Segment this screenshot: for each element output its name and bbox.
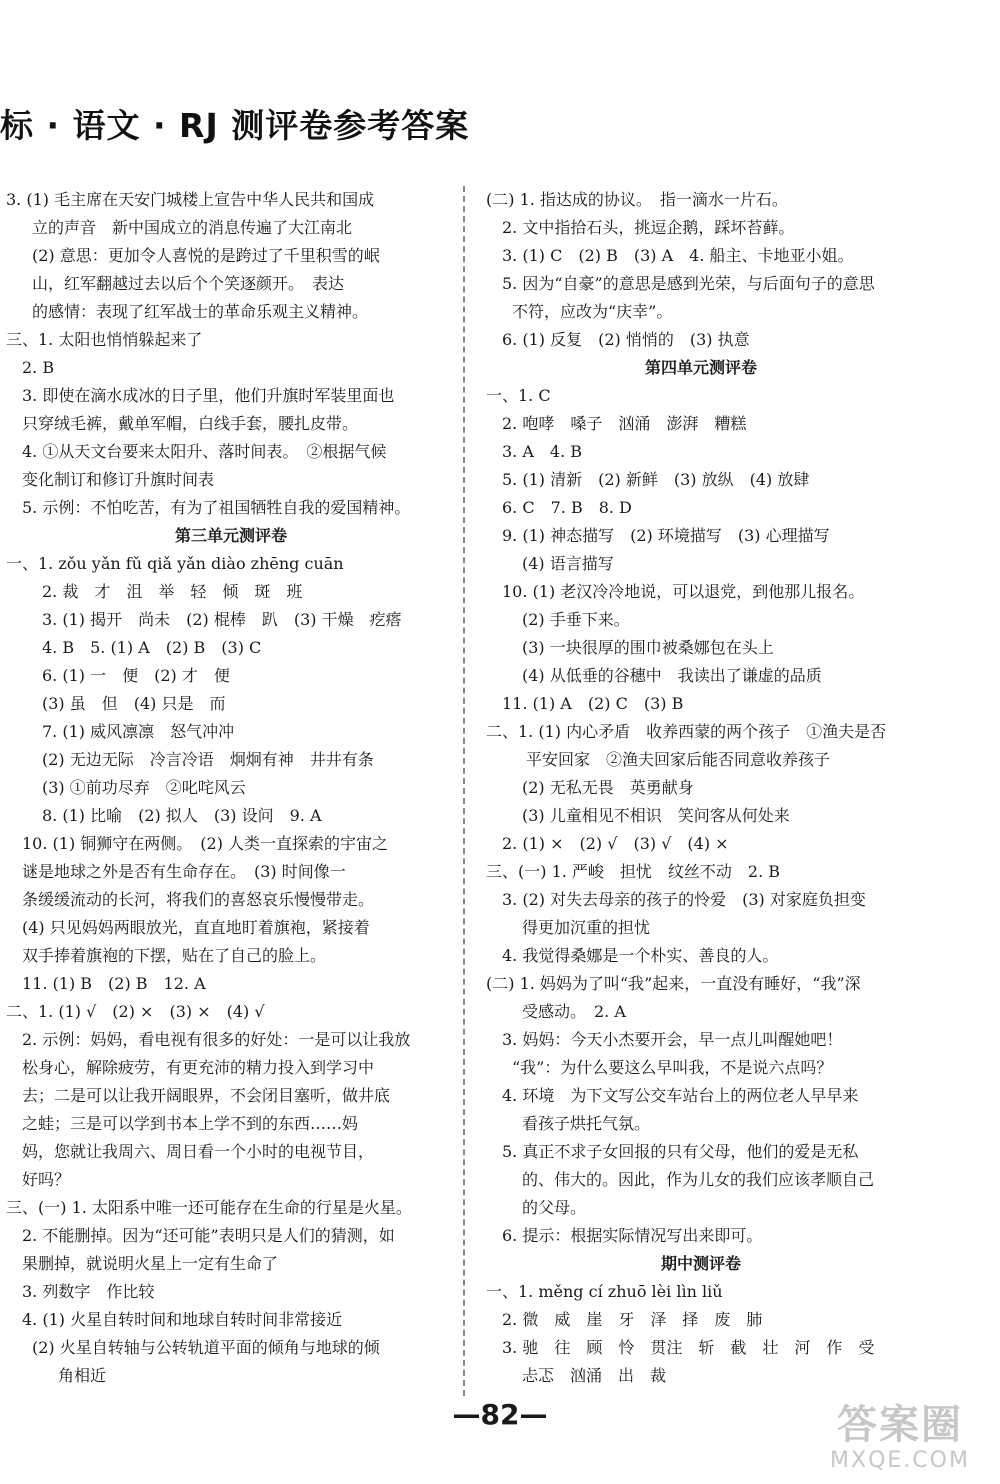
answer-line: (4) 只见妈妈两眼放光，直直地盯着旗袍，紧接着 bbox=[22, 918, 370, 937]
answer-line: 一、1. zǒu yǎn fǔ qiǎ yǎn diào zhēng cuān bbox=[6, 554, 344, 573]
answer-line: 7. (1) 威风凛凛 怒气冲冲 bbox=[42, 722, 235, 741]
answer-line: 5. 真正不求子女回报的只有父母，他们的爱是无私 bbox=[502, 1142, 859, 1161]
answer-line: 3. 妈妈：今天小杰要开会，早一点儿叫醒她吧！ bbox=[502, 1030, 843, 1049]
left-answer-column bbox=[6, 186, 456, 1390]
answer-line: 2. 不能删掉。因为“还可能”表明只是人们的猜测，如 bbox=[22, 1226, 395, 1245]
answer-line: 松身心，解除疲劳，有更充沛的精力投入到学习中 bbox=[22, 1058, 375, 1077]
answer-line: 11. (1) A (2) C (3) B bbox=[502, 694, 684, 713]
answer-line: 3. 即使在滴水成冰的日子里，他们升旗时军装里面也 bbox=[22, 386, 395, 405]
answer-line: 谜是地球之外是否有生命存在。 (3) 时间像一 bbox=[22, 862, 346, 881]
answer-line: 3. (1) 毛主席在天安门城楼上宣告中华人民共和国成 bbox=[6, 190, 375, 209]
answer-line: 的父母。 bbox=[522, 1198, 587, 1217]
header-title: 标 · 语文 · RJ 测评卷参考答案 bbox=[0, 106, 470, 145]
answer-line: 4. B 5. (1) A (2) B (3) C bbox=[42, 638, 262, 657]
answer-line: 3. 驰 往 顾 怜 贯注 斩 截 壮 河 作 受 bbox=[502, 1338, 875, 1357]
answer-line: 一、1. měng cí zhuō lèi lìn liǔ bbox=[486, 1282, 723, 1301]
answer-line: 妈，您就让我周六、周日看一个小时的电视节目， bbox=[22, 1142, 375, 1161]
answer-line: 不符，应改为“庆幸”。 bbox=[512, 302, 673, 321]
answer-line: 2. 咆哮 嗓子 汹涌 澎湃 糟糕 bbox=[502, 414, 747, 433]
page-number: —82— bbox=[452, 1398, 548, 1431]
answer-line: 看孩子烘托气氛。 bbox=[522, 1114, 651, 1133]
answer-line: 的、伟大的。因此，作为儿女的我们应该孝顺自己 bbox=[522, 1170, 875, 1189]
answer-line: (2) 手垂下来。 bbox=[522, 610, 630, 629]
answer-line: (二) 1. 指达成的协议。 指一滴水一片石。 bbox=[486, 190, 788, 209]
watermark-logo bbox=[806, 1402, 994, 1480]
answer-line: 三、(一) 1. 严峻 担忧 纹丝不动 2. B bbox=[486, 862, 781, 881]
answer-line: 11. (1) B (2) B 12. A bbox=[22, 974, 206, 993]
section-heading: 第四单元测评卷 bbox=[644, 358, 757, 377]
answer-line: 6. (1) 一 便 (2) 才 便 bbox=[42, 666, 230, 685]
answer-line: 4. 环境 为下文写公交车站台上的两位老人早早来 bbox=[502, 1086, 859, 1105]
answer-line: 2. 裁 才 沮 举 轻 倾 斑 班 bbox=[42, 582, 303, 601]
answer-line: 2. 示例：妈妈，看电视有很多的好处：一是可以让我放 bbox=[22, 1030, 411, 1049]
answer-line: 二、1. (1) 内心矛盾 收养西蒙的两个孩子 ①渔夫是否 bbox=[486, 722, 887, 741]
answer-line: 忐忑 汹涌 出 裁 bbox=[522, 1366, 667, 1385]
watermark-text: 答案圈 bbox=[837, 1402, 963, 1448]
answer-line: 3. (1) C (2) B (3) A 4. 船主、卡地亚小姐。 bbox=[502, 246, 854, 265]
answer-line: 一、1. C bbox=[486, 386, 551, 405]
answer-line: 2. B bbox=[22, 358, 55, 377]
answer-line: 三、1. 太阳也悄悄躲起来了 bbox=[6, 330, 203, 349]
answer-line: 条缓缓流动的长河，将我们的喜怒哀乐慢慢带走。 bbox=[22, 890, 375, 909]
answer-line: 6. C 7. B 8. D bbox=[502, 498, 632, 517]
answer-line: 平安回家 ②渔夫回家后能否同意收养孩子 bbox=[526, 750, 831, 769]
answer-line: 4. 我觉得桑娜是一个朴实、善良的人。 bbox=[502, 946, 779, 965]
answer-line: (3) 虽 但 (4) 只是 而 bbox=[42, 694, 226, 713]
answer-line: 受感动。 2. A bbox=[522, 1002, 626, 1021]
answer-line: (3) ①前功尽弃 ②叱咤风云 bbox=[42, 778, 246, 797]
answer-line: 立的声音 新中国成立的消息传遍了大江南北 bbox=[32, 218, 353, 237]
answer-line: 山，红军翻越过去以后个个笑逐颜开。 表达 bbox=[32, 274, 345, 293]
watermark-url: MXQE.COM bbox=[830, 1448, 970, 1473]
answer-line: 2. 文中指拾石头，挑逗企鹅，踩坏苔藓。 bbox=[502, 218, 795, 237]
answer-line: 之蛙；三是可以学到书本上学不到的东西……妈 bbox=[22, 1114, 359, 1133]
answer-line: 10. (1) 铜狮守在两侧。 (2) 人类一直探索的宇宙之 bbox=[22, 834, 389, 853]
answer-line: 变化制订和修订升旗时间表 bbox=[22, 470, 215, 489]
answer-line: 好吗？ bbox=[22, 1170, 71, 1189]
answer-line: 得更加沉重的担忧 bbox=[522, 918, 651, 937]
answer-line: (2) 火星自转轴与公转轨道平面的倾角与地球的倾 bbox=[32, 1338, 380, 1357]
answer-line: 果删掉，就说明火星上一定有生命了 bbox=[22, 1254, 279, 1273]
answer-line: 三、(一) 1. 太阳系中唯一还可能存在生命的行星是火星。 bbox=[6, 1198, 412, 1217]
answer-line: 6. 提示：根据实际情况写出来即可。 bbox=[502, 1226, 763, 1245]
answer-line: 5. 示例：不怕吃苦，有为了祖国牺牲自我的爱国精神。 bbox=[22, 498, 411, 517]
answer-line: 的感情：表现了红军战士的革命乐观主义精神。 bbox=[32, 302, 369, 321]
answer-line: 只穿绒毛裤，戴单军帽，白线手套，腰扎皮带。 bbox=[22, 414, 359, 433]
answer-line: 5. 因为“自豪”的意思是感到光荣，与后面句子的意思 bbox=[502, 274, 875, 293]
answer-line: (4) 语言描写 bbox=[522, 554, 614, 573]
answer-line: 角相近 bbox=[58, 1366, 107, 1385]
right-answer-column bbox=[486, 186, 916, 1390]
answer-line: 9. (1) 神态描写 (2) 环境描写 (3) 心理描写 bbox=[502, 526, 830, 545]
section-heading: 第三单元测评卷 bbox=[174, 526, 287, 545]
answer-line: 双手捧着旗袍的下摆，贴在了自己的脸上。 bbox=[22, 946, 327, 965]
answer-line: 3. (1) 揭开 尚未 (2) 棍棒 趴 (3) 干燥 疙瘩 bbox=[42, 610, 402, 629]
answer-line: 去；二是可以让我开阔眼界，不会闭目塞听，做井底 bbox=[22, 1086, 391, 1105]
answer-line: “我”：为什么要这么早叫我，不是说六点吗？ bbox=[512, 1058, 833, 1077]
answer-line: (二) 1. 妈妈为了叫“我”起来，一直没有睡好，“我”深 bbox=[486, 974, 861, 993]
answer-line: 10. (1) 老汉冷冷地说，可以退党，到他那儿报名。 bbox=[502, 582, 865, 601]
answer-line: (2) 无边无际 冷言冷语 炯炯有神 井井有条 bbox=[42, 750, 374, 769]
answer-line: 4. (1) 火星自转时间和地球自转时间非常接近 bbox=[22, 1310, 343, 1329]
answer-line: 二、1. (1) √ (2) × (3) × (4) √ bbox=[6, 1002, 265, 1021]
answer-line: 3. (2) 对失去母亲的孩子的怜爱 (3) 对家庭负担变 bbox=[502, 890, 866, 909]
answer-line: 2. (1) × (2) √ (3) √ (4) × bbox=[502, 834, 729, 853]
answer-line: 5. (1) 清新 (2) 新鲜 (3) 放纵 (4) 放肆 bbox=[502, 470, 810, 489]
section-heading: 期中测评卷 bbox=[660, 1254, 741, 1273]
answer-line: 4. ①从天文台要来太阳升、落时间表。 ②根据气候 bbox=[22, 442, 387, 461]
answer-line: (2) 意思：更加令人喜悦的是跨过了千里积雪的岷 bbox=[32, 246, 380, 265]
answer-line: (4) 从低垂的谷穗中 我读出了谦虚的品质 bbox=[522, 666, 822, 685]
answer-line: (3) 儿童相见不相识 笑问客从何处来 bbox=[522, 806, 790, 825]
answer-line: 6. (1) 反复 (2) 悄悄的 (3) 执意 bbox=[502, 330, 750, 349]
answer-line: (3) 一块很厚的围巾被桑娜包在头上 bbox=[522, 638, 774, 657]
answer-line: 3. A 4. B bbox=[502, 442, 583, 461]
answer-line: (2) 无私无畏 英勇献身 bbox=[522, 778, 694, 797]
answer-line: 2. 微 威 崖 牙 泽 择 废 肺 bbox=[502, 1310, 763, 1329]
answer-line: 8. (1) 比喻 (2) 拟人 (3) 设问 9. A bbox=[42, 806, 322, 825]
answer-line: 3. 列数字 作比较 bbox=[22, 1282, 155, 1301]
column-divider bbox=[463, 186, 465, 1396]
